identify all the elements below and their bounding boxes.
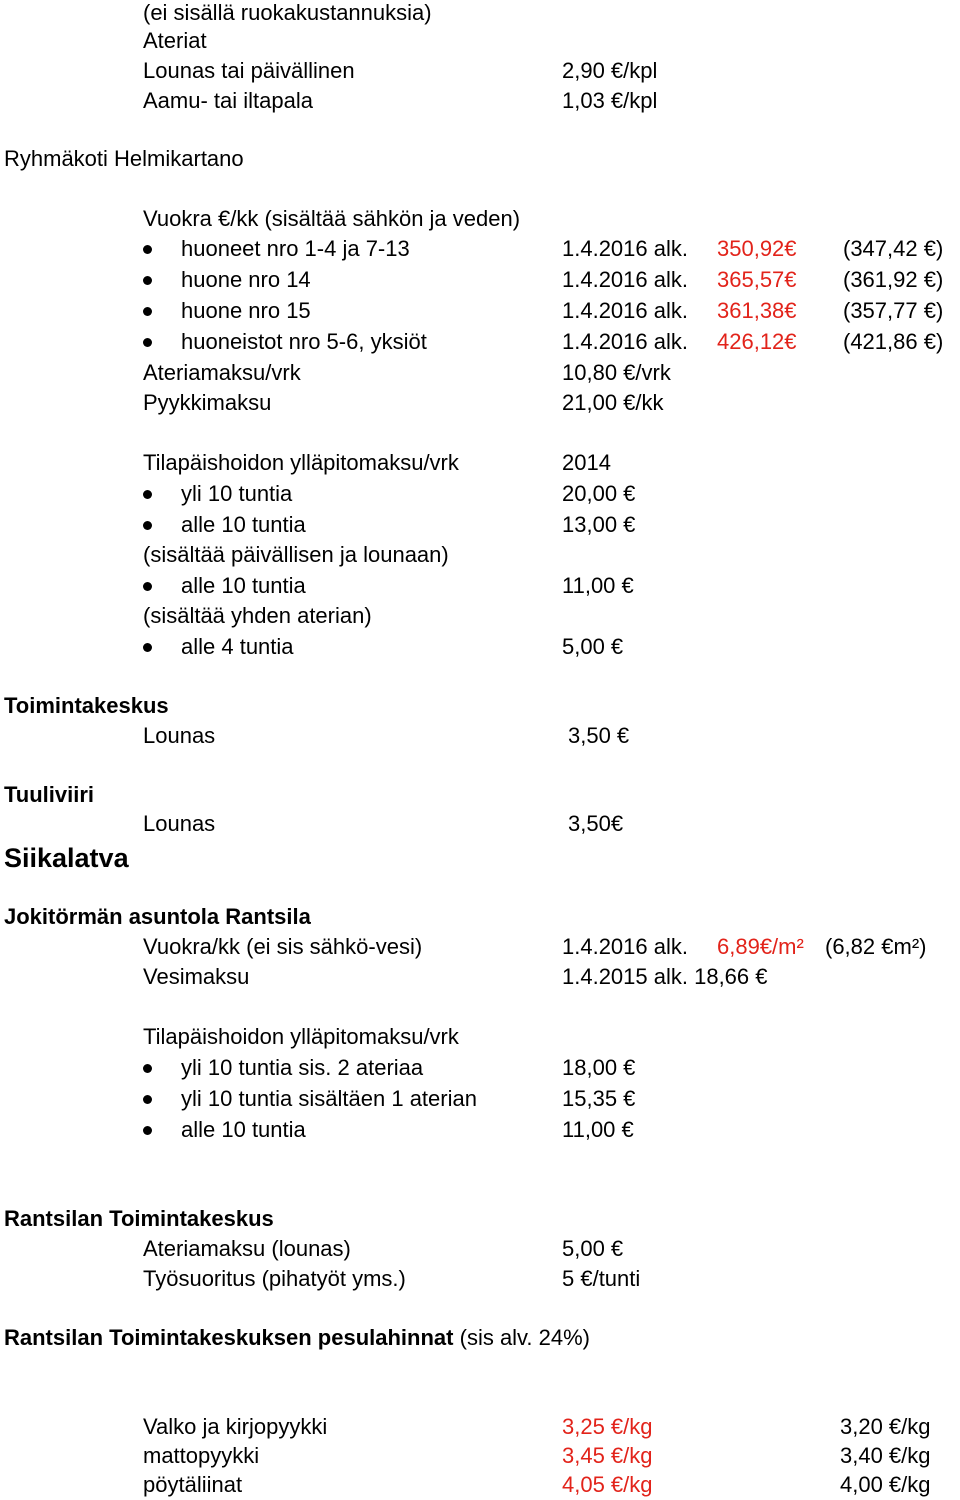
respite-heading: Tilapäishoidon ylläpitomaksu/vrk	[143, 1024, 459, 1049]
room-old-price: (361,92 €)	[843, 267, 944, 292]
bullet-icon	[143, 521, 152, 530]
room-date: 1.4.2016 alk.	[562, 236, 688, 261]
room-date: 1.4.2016 alk.	[562, 267, 688, 292]
meal-label: Lounas tai päivällinen	[143, 58, 355, 83]
room-new-price: 365,57€	[717, 267, 797, 292]
center-value: 5,00 €	[562, 1236, 624, 1261]
respite-value: 5,00 €	[562, 634, 624, 659]
fee-label: Pyykkimaksu	[143, 390, 272, 415]
bullet-icon	[143, 643, 152, 652]
respite-label: yli 10 tuntia sisältäen 1 aterian	[181, 1086, 477, 1111]
room-label: huoneistot nro 5-6, yksiöt	[181, 329, 427, 354]
center-label: Työsuoritus (pihatyöt yms.)	[143, 1266, 406, 1291]
respite-label: alle 4 tuntia	[181, 634, 294, 659]
laundry-label: mattopyykki	[143, 1443, 260, 1468]
laundry-old-price: 3,20 €/kg	[840, 1414, 931, 1439]
respite-label: alle 10 tuntia	[181, 573, 306, 598]
rent-old-price: (6,82 €m²)	[825, 934, 927, 959]
respite-label: alle 10 tuntia	[181, 1117, 306, 1142]
room-old-price: (357,77 €)	[843, 298, 944, 323]
section-title-toimintakeskus: Toimintakeskus	[4, 693, 169, 718]
bullet-icon	[143, 1064, 152, 1073]
room-new-price: 350,92€	[717, 236, 797, 261]
water-label: Vesimaksu	[143, 964, 250, 989]
meal-price: 1,03 €/kpl	[562, 88, 658, 113]
respite-value: 11,00 €	[562, 573, 634, 598]
laundry-new-price: 3,25 €/kg	[562, 1414, 653, 1439]
section-title-laundry	[4, 1325, 590, 1351]
room-date: 1.4.2016 alk.	[562, 329, 688, 354]
section-title-helmikartano: Ryhmäkoti Helmikartano	[4, 146, 244, 171]
respite-value: 20,00 €	[562, 481, 636, 506]
respite-note: (sisältää yhden aterian)	[143, 603, 372, 628]
respite-year: 2014	[562, 450, 611, 475]
bullet-icon	[143, 1095, 152, 1104]
laundry-label: pöytäliinat	[143, 1472, 243, 1497]
lunch-label: Lounas	[143, 811, 216, 836]
laundry-title-rest: (sis alv. 24%)	[453, 1325, 591, 1350]
bullet-icon	[143, 490, 152, 499]
room-label: huoneet nro 1-4 ja 7-13	[181, 236, 410, 261]
room-label: huone nro 15	[181, 298, 311, 323]
bullet-icon	[143, 276, 152, 285]
respite-label: alle 10 tuntia	[181, 512, 306, 537]
rent-new-price: 6,89€/m²	[717, 934, 804, 959]
bullet-icon	[143, 338, 152, 347]
excl-note: (ei sisällä ruokakustannuksia)	[143, 0, 432, 25]
respite-heading: Tilapäishoidon ylläpitomaksu/vrk	[143, 450, 459, 475]
meal-price: 2,90 €/kpl	[562, 58, 658, 83]
meal-label: Aamu- tai iltapala	[143, 88, 313, 113]
room-new-price: 426,12€	[717, 329, 797, 354]
lunch-label: Lounas	[143, 723, 216, 748]
bullet-icon	[143, 307, 152, 316]
rent-heading: Vuokra €/kk (sisältää sähkön ja veden)	[143, 206, 521, 231]
laundry-new-price: 3,45 €/kg	[562, 1443, 653, 1468]
lunch-price: 3,50 €	[568, 723, 630, 748]
section-title-siikalatva: Siikalatva	[4, 843, 129, 873]
meals-heading: Ateriat	[143, 28, 207, 53]
room-old-price: (347,42 €)	[843, 236, 944, 261]
fee-value: 21,00 €/kk	[562, 390, 664, 415]
room-new-price: 361,38€	[717, 298, 797, 323]
room-date: 1.4.2016 alk.	[562, 298, 688, 323]
section-title-rantsila: Jokitörmän asuntola Rantsila	[4, 904, 311, 929]
laundry-label: Valko ja kirjopyykki	[143, 1414, 328, 1439]
respite-note: (sisältää päivällisen ja lounaan)	[143, 542, 449, 567]
lunch-price: 3,50€	[568, 811, 624, 836]
laundry-title-bold: Rantsilan Toimintakeskuksen pesulahinnat	[4, 1325, 454, 1350]
rent-date: 1.4.2016 alk.	[562, 934, 688, 959]
center-label: Ateriamaksu (lounas)	[143, 1236, 351, 1261]
respite-value: 18,00 €	[562, 1055, 636, 1080]
rent-label: Vuokra/kk (ei sis sähkö-vesi)	[143, 934, 423, 959]
respite-value: 13,00 €	[562, 512, 636, 537]
section-title-rantsila-center: Rantsilan Toimintakeskus	[4, 1206, 274, 1231]
room-old-price: (421,86 €)	[843, 329, 944, 354]
section-title-tuuliviiri: Tuuliviiri	[4, 782, 95, 807]
bullet-icon	[143, 245, 152, 254]
bullet-icon	[143, 582, 152, 591]
water-value: 1.4.2015 alk. 18,66 €	[562, 964, 768, 989]
respite-label: yli 10 tuntia	[181, 481, 293, 506]
fee-label: Ateriamaksu/vrk	[143, 360, 301, 385]
bullet-icon	[143, 1126, 152, 1135]
respite-value: 15,35 €	[562, 1086, 636, 1111]
center-value: 5 €/tunti	[562, 1266, 641, 1291]
laundry-old-price: 3,40 €/kg	[840, 1443, 931, 1468]
respite-label: yli 10 tuntia sis. 2 ateriaa	[181, 1055, 424, 1080]
fee-value: 10,80 €/vrk	[562, 360, 671, 385]
laundry-new-price: 4,05 €/kg	[562, 1472, 653, 1497]
laundry-old-price: 4,00 €/kg	[840, 1472, 931, 1497]
respite-value: 11,00 €	[562, 1117, 634, 1142]
room-label: huone nro 14	[181, 267, 311, 292]
